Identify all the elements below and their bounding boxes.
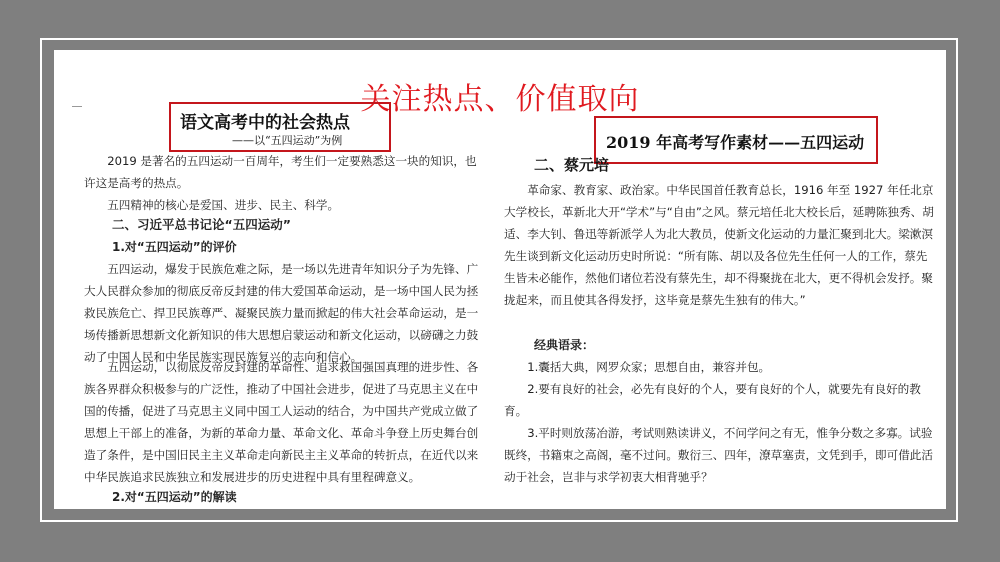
right-quote-2: 2.要有良好的社会，必先有良好的个人，要有良好的个人，就要先有良好的教育。 (504, 382, 921, 418)
left-heading-evaluation: 1.对“五四运动”的评价 (112, 240, 237, 254)
left-para-spirit: 五四精神的核心是爱国、进步、民主、科学。 (107, 198, 340, 212)
left-doc-subtitle: ——以“五四运动”为例 (232, 134, 343, 147)
corner-mark (72, 106, 82, 107)
left-heading-interpretation: 2.对“五四运动”的解读 (112, 490, 237, 504)
left-para-evaluation-2: 五四运动，以彻底反帝反封建的革命性、追求救国强国真理的进步性、各族各界群众积极参与的广泛性，推动了中国社会进步，促进了马克思主义在中国的传播，促进了马克思主义同中国工人运动的结合，为中国共产党成立做了思想上干部上的准备，为新的革命力量、革命文化、革命斗争登上历史舞台创造了条件，是中国旧民主主义革命走向新民主主义革命的转折点，在近代以来中华民族追求民族独立和发展进步的历史进程中具有里程碑意义。 (84, 360, 479, 484)
right-para-bio: 革命家、教育家、政治家。中华民国首任教育总长，1916 年至 1927 年任北京大学校长，革新北大开“学术”与“自由”之风。蔡元培任北大校长后，延聘陈独秀、胡适、李大钊、鲁迅等新派学人为北大教员，使新文化运动的力量汇聚到北大。梁漱溟先生谈到新文化运动历史时所说：“所有陈、胡以及各位先生任何一人的工作，蔡先生皆未必能作，然他们诸位若没有蔡先生，却不得聚拢在北大，更不得机会发抒。聚拢起来，而且使其各得发抒，这毕竟是蔡先生独有的伟大。” (504, 183, 934, 307)
right-quote-3: 3.平时则放荡冶游，考试则熟读讲义，不问学问之有无，惟争分数之多寡。试验既终，书籍束之高阁，毫不过问。敷衍三、四年，潦草塞责，文凭到手，即可借此活动于社会，岂非与求学初衷大相背驰乎？ (504, 426, 933, 484)
slide-page (54, 50, 946, 509)
left-para-intro: 2019 是著名的五四运动一百周年，考生们一定要熟悉这一块的知识，也许这是高考的热点。 (84, 154, 477, 190)
left-heading-section: 二、习近平总书记论“五四运动” (112, 217, 291, 232)
right-section-heading: 二、蔡元培 (534, 156, 610, 174)
right-quote-1: 1.囊括大典，网罗众家；思想自由，兼容并包。 (527, 360, 771, 374)
right-quotes-heading: 经典语录： (534, 338, 595, 352)
left-para-evaluation-1: 五四运动，爆发于民族危难之际，是一场以先进青年知识分子为先锋、广大人民群众参加的彻底反帝反封建的伟大爱国革命运动，是一场中国人民为拯救民族危亡、捍卫民族尊严、凝聚民族力量而掀起的伟大社会革命运动，是一场传播新思想新文化新知识的伟大思想启蒙运动和新文化运动，以磅礴之力鼓动了中国人民和中华民族实现民族复兴的志向和信心。 (84, 262, 479, 364)
left-doc-title: 语文高考中的社会热点 (180, 113, 350, 133)
right-doc-title: 2019 年高考写作素材——五四运动 (606, 133, 865, 152)
slide-headline: 关注热点、价值取向 (360, 82, 640, 117)
